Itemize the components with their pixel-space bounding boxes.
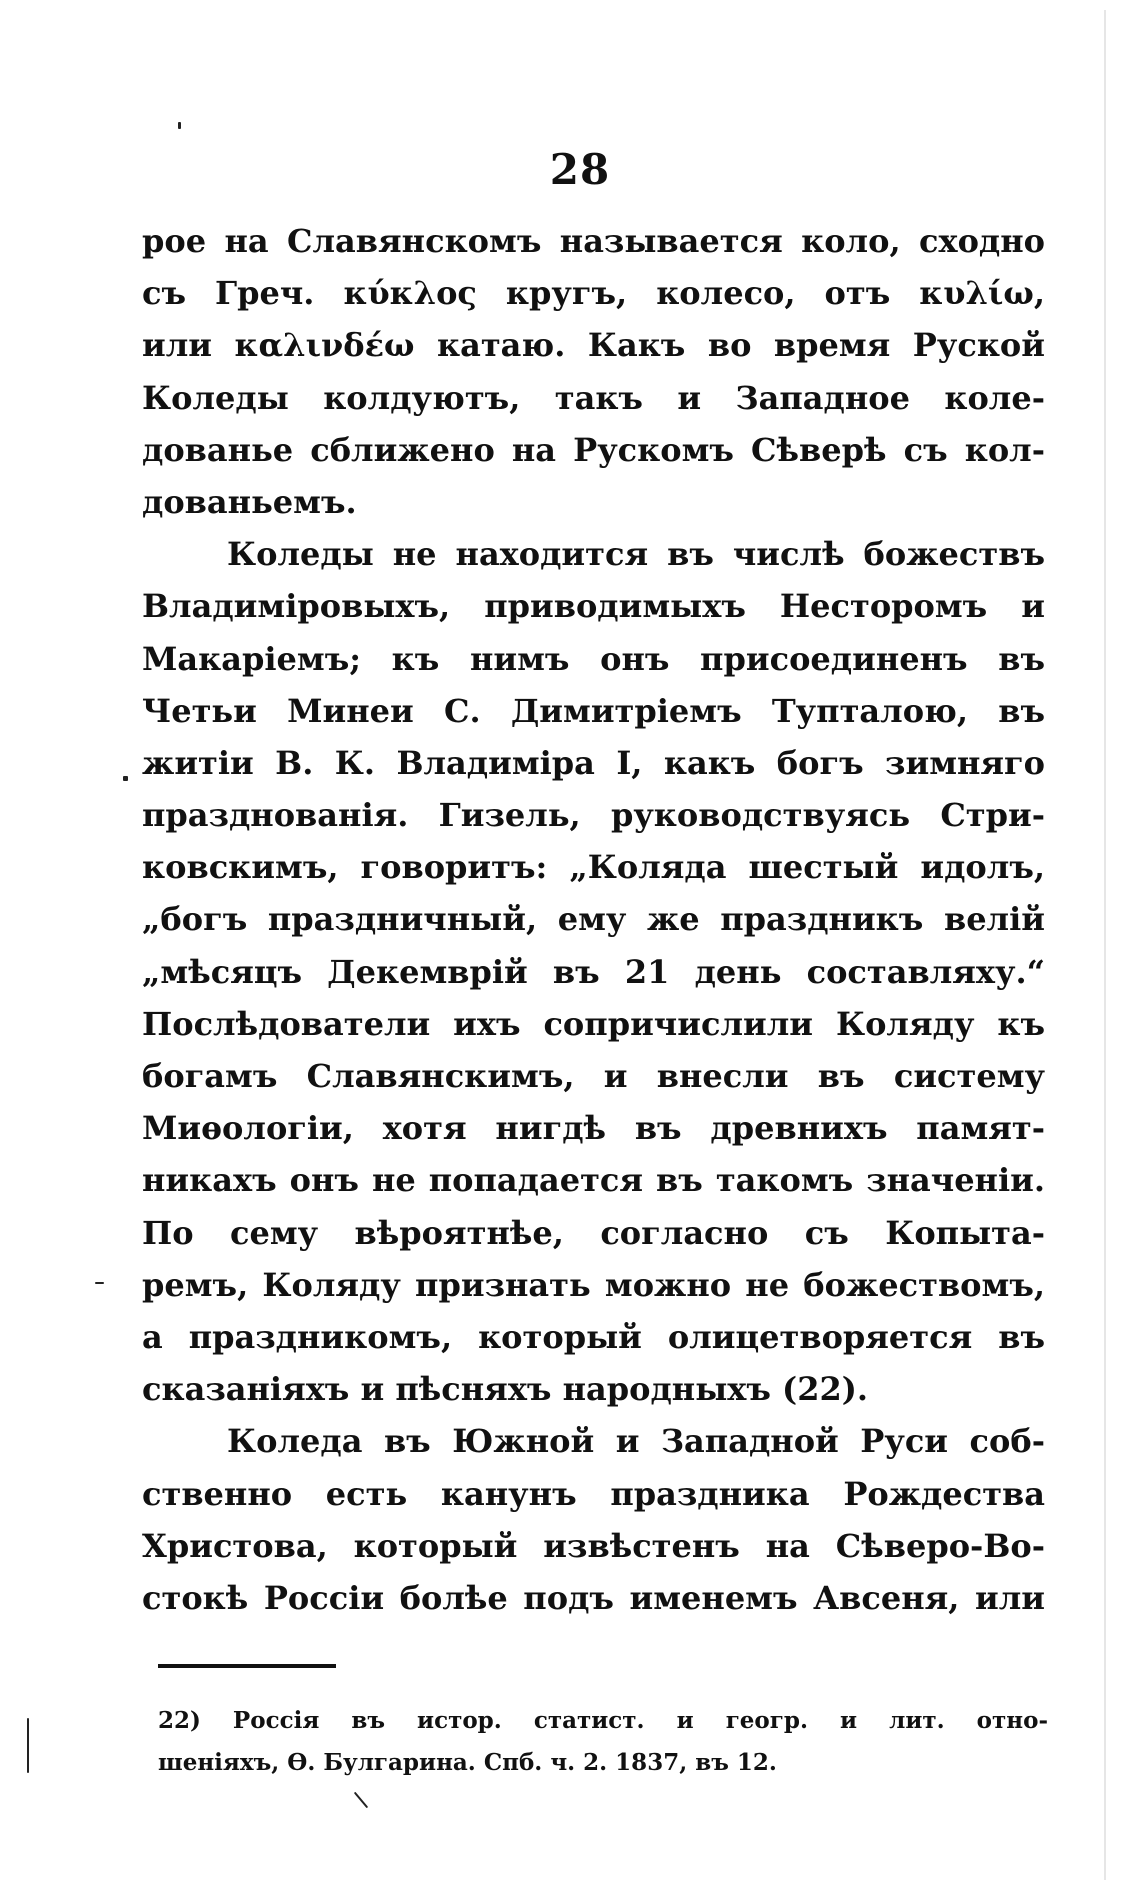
footnote-line: шеніяхъ, Ѳ. Булгарина. Спб. ч. 2. 1837, въ 12.	[158, 1749, 777, 1776]
text-line: житіи В. К. Владиміра I, какъ богъ зимняго	[142, 743, 1045, 782]
page-number: 28	[549, 145, 611, 194]
text-line: Владиміровыхъ, приводимыхъ Несторомъ и	[142, 587, 1045, 626]
text-line: Христова, который извѣстенъ на Сѣверо-Во-	[142, 1526, 1045, 1565]
scan-speck	[178, 122, 181, 129]
text-line: празднованія. Гизель, руководствуясь Стри-	[142, 796, 1045, 835]
scan-speck	[95, 1282, 104, 1284]
text-line: Послѣдователи ихъ сопричислили Коляду къ	[142, 1004, 1045, 1043]
text-line: дованье сближено на Рускомъ Сѣверѣ съ кол-	[142, 430, 1045, 469]
text-line: „мѣсяцъ Декемврій въ 21 день составляху.“	[142, 952, 1045, 991]
text-line: стокѣ Россіи болѣе подъ именемъ Авсеня, или	[142, 1578, 1045, 1617]
text-line: рое на Славянскомъ называется коло, сходно	[142, 222, 1045, 260]
text-line: дованьемъ.	[142, 482, 357, 521]
text-line: а праздникомъ, который олицетворяется въ	[142, 1317, 1045, 1356]
footnotes	[158, 1700, 1048, 1784]
text-line: ственно есть канунъ праздника Рождества	[142, 1474, 1045, 1513]
text-line: Четьи Минеи С. Димитріемъ Тупталою, въ	[142, 691, 1045, 730]
scan-speck	[354, 1792, 368, 1809]
text-line: ремъ, Коляду признать можно не божествомъ,	[142, 1265, 1045, 1304]
text-line: никахъ онъ не попадается въ такомъ значеніи.	[142, 1161, 1045, 1200]
scan-speck	[123, 776, 128, 781]
text-line: богамъ Славянскимъ, и внесли въ систему	[142, 1057, 1045, 1095]
text-line: „богъ праздничный, ему же праздникъ велій	[142, 900, 1045, 939]
text-line: Коледы не находится въ числѣ божествъ	[227, 535, 1045, 574]
body-text	[142, 215, 1045, 1624]
text-line: Макаріемъ; къ нимъ онъ присоединенъ въ	[142, 639, 1045, 678]
text-line: Коледы колдуютъ, такъ и Западное коле-	[142, 378, 1045, 417]
text-line: ковскимъ, говоритъ: „Коляда шестый идолъ,	[142, 848, 1045, 887]
footnote-line: 22) Россія въ истор. статист. и геогр. и лит. отно-	[158, 1707, 1048, 1734]
text-line: съ Греч. κύκλος кругъ, колесо, отъ κυλίω,	[142, 274, 1045, 313]
text-line: или καλινδέω катаю. Какъ во время Руской	[142, 326, 1045, 365]
text-line: Миѳологіи, хотя нигдѣ въ древнихъ памят-	[142, 1109, 1045, 1148]
scan-speck	[27, 1718, 29, 1773]
footnote-separator	[158, 1664, 336, 1668]
text-line: По сему вѣроятнѣе, согласно съ Копыта-	[142, 1213, 1045, 1252]
page-edge-shadow	[1104, 10, 1106, 1880]
text-line: сказаніяхъ и пѣсняхъ народныхъ (22).	[142, 1370, 868, 1409]
text-line: Коледа въ Южной и Западной Руси соб-	[227, 1422, 1045, 1461]
